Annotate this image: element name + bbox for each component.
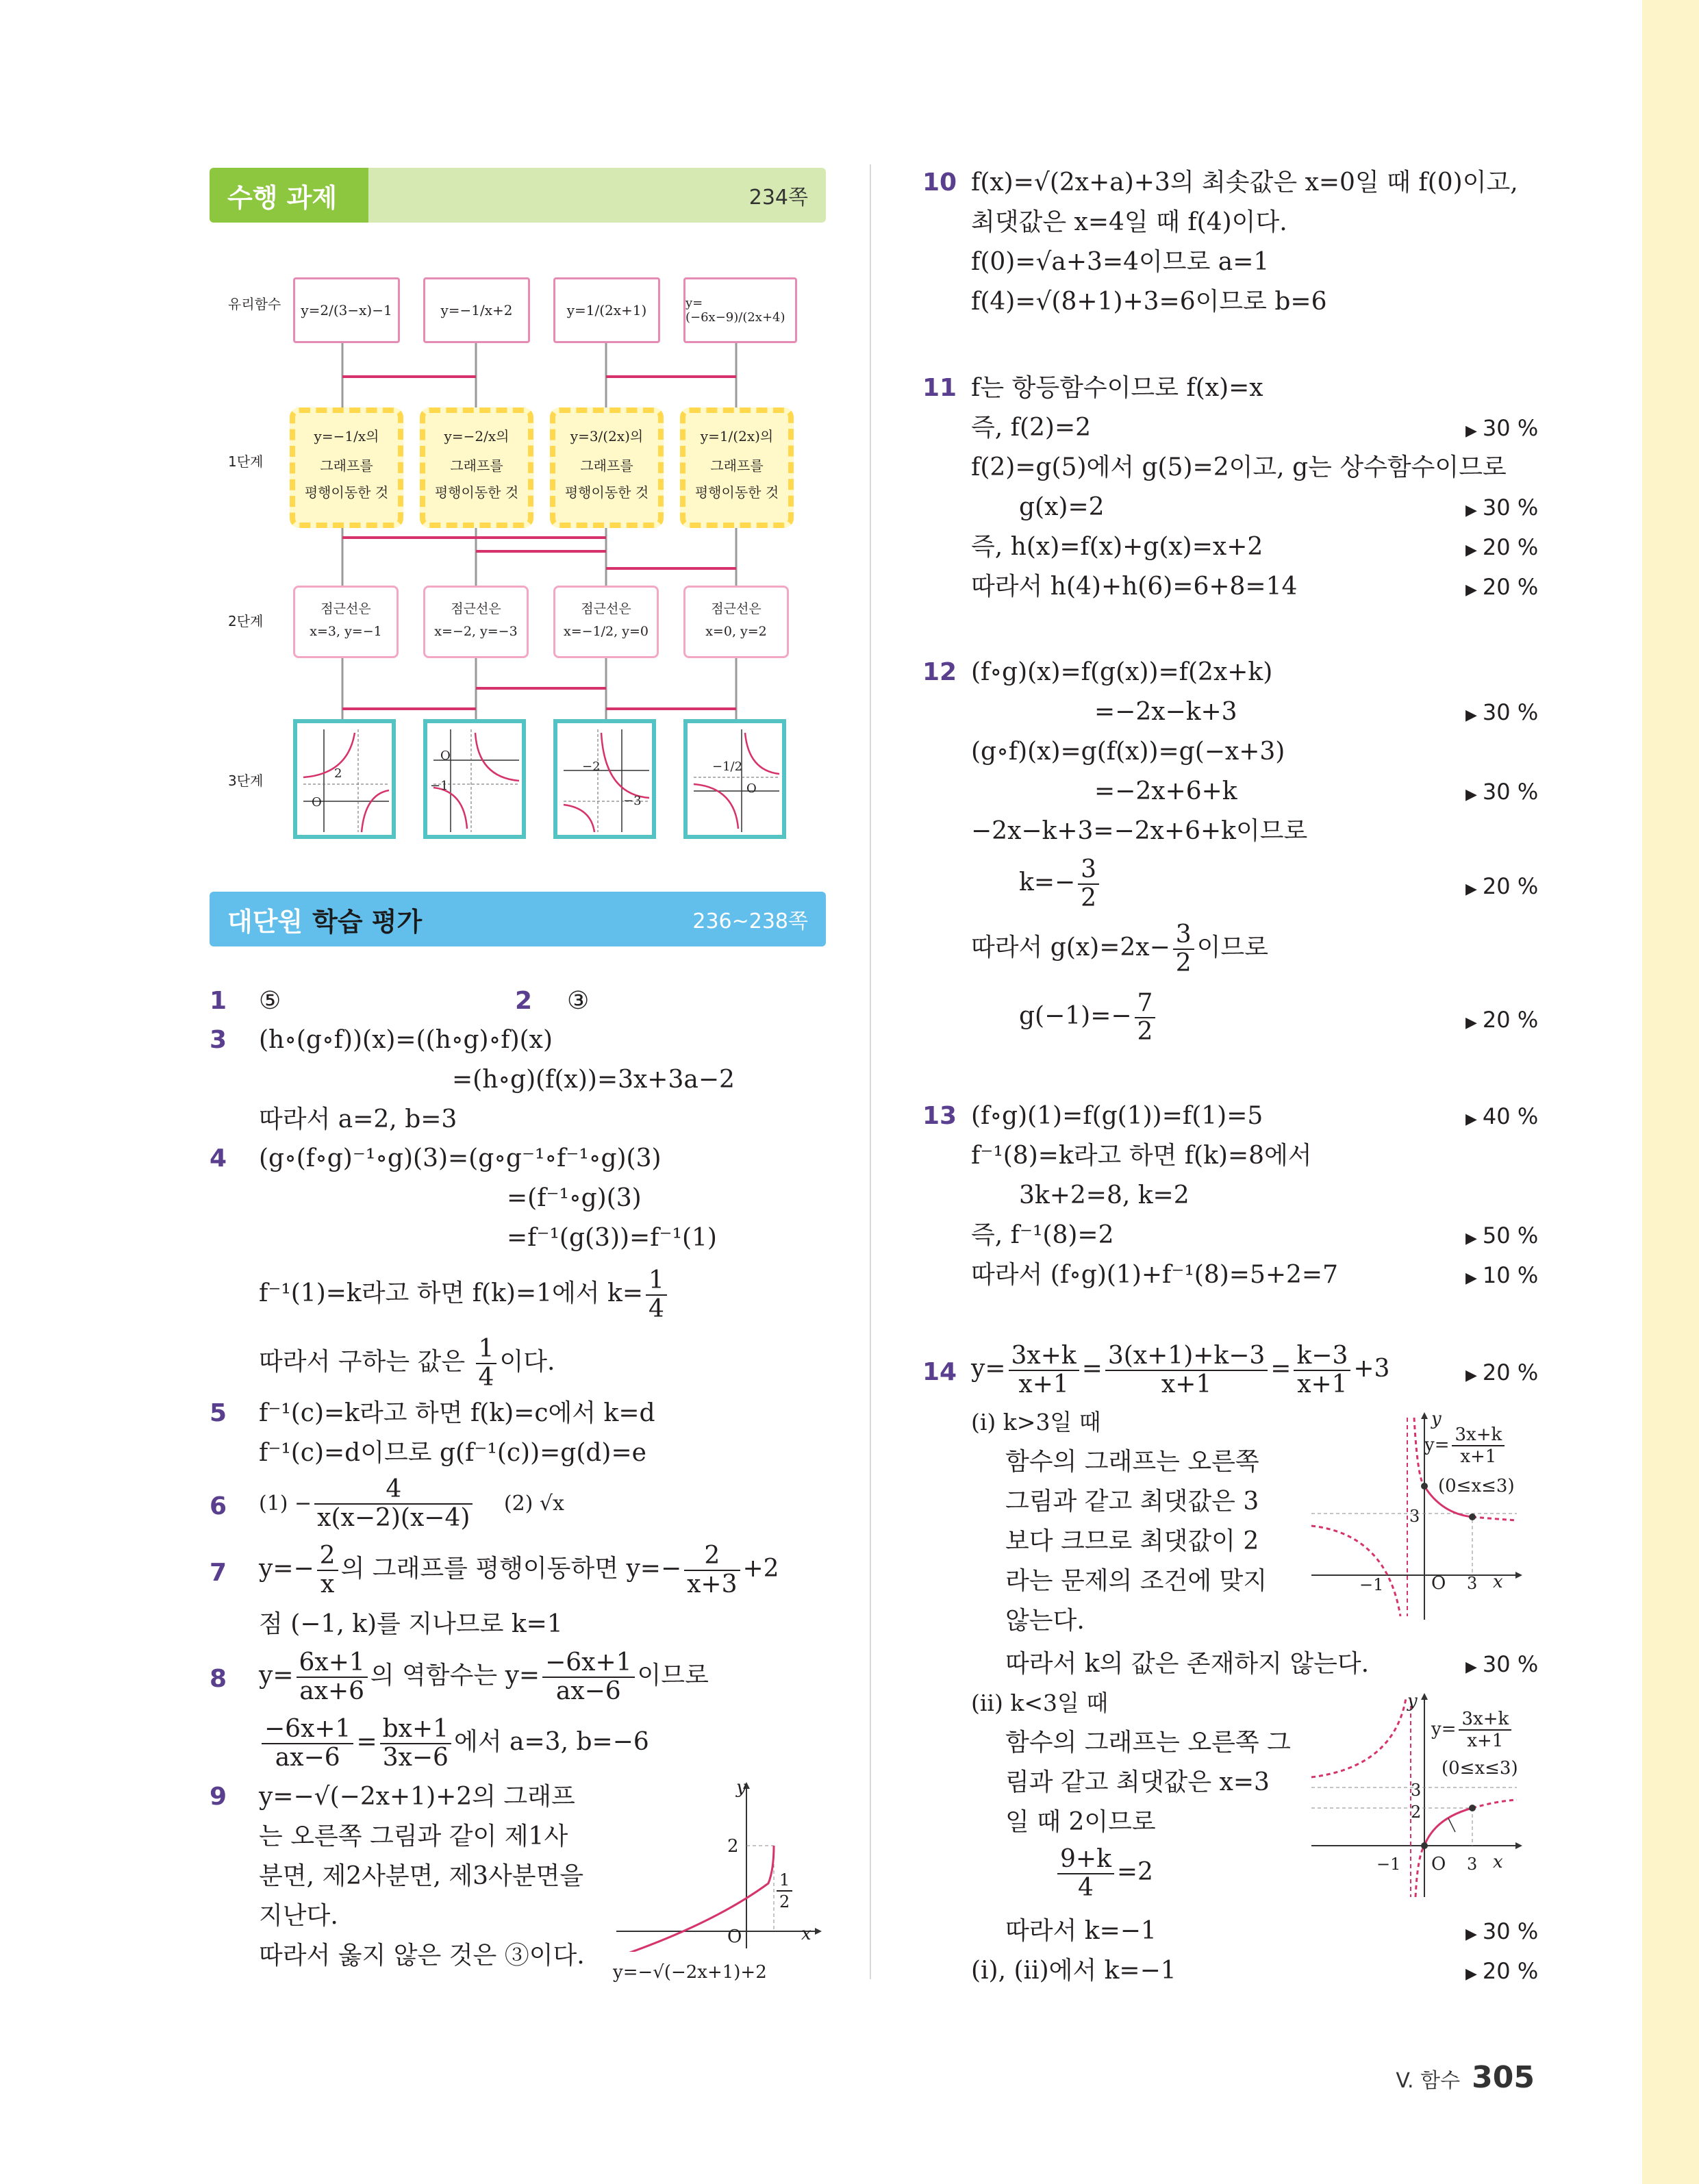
- stage1-formula: y=3/(2x)의: [570, 428, 644, 444]
- denominator: x+3: [687, 1570, 738, 1598]
- numerator: bx+1: [380, 1716, 451, 1744]
- q3-line: =(h∘g)(f(x))=3x+3a−2: [452, 1066, 735, 1094]
- row-label-rational: 유리함수: [228, 296, 281, 312]
- assessment-title-2: 학습 평가: [312, 906, 423, 937]
- stage1-text: 그래프를: [580, 457, 633, 474]
- graph-tick-x3: 3: [1467, 1855, 1478, 1874]
- q11-line: f는 항등함수이므로 f(x)=x: [971, 374, 1263, 402]
- function-card: [423, 277, 530, 343]
- score-value: 10 %: [1482, 1262, 1539, 1288]
- question-number: 2: [515, 987, 533, 1015]
- assessment-page: 236~238쪽: [692, 909, 808, 933]
- q12-text: k=−: [1019, 868, 1076, 896]
- graph-label: 2: [334, 766, 342, 781]
- function-formula: y=2/(3−x)−1: [301, 302, 392, 318]
- stage1-formula: y=−1/x의: [314, 428, 379, 444]
- fraction: [297, 1649, 368, 1705]
- graph-label: −2: [582, 760, 601, 774]
- graph-tick-2: 2: [1411, 1803, 1422, 1822]
- score-badge: [1465, 1649, 1538, 1683]
- numerator: 3(x+1)+k−3: [1105, 1342, 1268, 1371]
- q10-line: f(0)=√a+3=4이므로 a=1: [971, 248, 1270, 276]
- q4-line: [259, 1267, 670, 1323]
- score-value: 20 %: [1482, 1958, 1539, 1984]
- fraction: [314, 1476, 473, 1532]
- chapter-label: V. 함수: [1396, 2069, 1461, 2093]
- question-number: 9: [210, 1783, 227, 1811]
- graph-label: −3: [623, 794, 642, 808]
- fraction: [1078, 856, 1099, 912]
- fraction: [542, 1649, 634, 1705]
- q5-line: f⁻¹(c)=d이므로 g(f⁻¹(c))=g(d)=e: [259, 1439, 646, 1467]
- denominator: ax−6: [555, 1677, 621, 1705]
- answer-1: ⑤: [259, 987, 281, 1015]
- score-badge: [1465, 1357, 1538, 1391]
- q12-line: [1019, 990, 1158, 1046]
- graph-origin: O: [1431, 1573, 1446, 1594]
- score-value: 20 %: [1482, 1007, 1539, 1033]
- asymptote-values: x=0, y=2: [705, 624, 767, 639]
- score-value: 20 %: [1482, 1359, 1539, 1385]
- graph-caption: y=−√(−2x+1)+2: [613, 1962, 767, 1983]
- graph-cond: (0≤x≤3): [1438, 1476, 1515, 1496]
- q8-text: 이므로: [637, 1661, 709, 1690]
- score-badge: [1465, 1260, 1538, 1294]
- graph-label: −1/2: [712, 760, 743, 774]
- score-value: 30 %: [1482, 1918, 1539, 1944]
- graph-axis-x: x: [1493, 1572, 1503, 1592]
- graph-tick-3: 3: [1409, 1507, 1420, 1526]
- graph-axis-y: y: [1431, 1409, 1442, 1429]
- graph-label: O: [746, 781, 757, 796]
- fraction: [1135, 990, 1156, 1046]
- q14-text: =2: [1116, 1858, 1153, 1886]
- eq-text: y=: [1431, 1719, 1457, 1740]
- q4-line: [259, 1335, 555, 1392]
- q10-line: f(x)=√(2x+a)+3의 최솟값은 x=0일 때 f(0)이고,: [971, 168, 1518, 197]
- question-number: 6: [210, 1492, 227, 1520]
- function-formula: y=−1/x+2: [440, 302, 513, 318]
- numerator: 3x+k: [1009, 1342, 1079, 1371]
- eq-text: y=: [1424, 1435, 1450, 1455]
- row-label-stage2: 2단계: [228, 613, 264, 629]
- q14-line: 따라서 k=−1: [1005, 1917, 1157, 1945]
- function-card: [553, 277, 660, 343]
- denominator: 2: [1175, 949, 1192, 977]
- q5-line: f⁻¹(c)=k라고 하면 f(k)=c에서 k=d: [259, 1399, 655, 1427]
- q9-line: 따라서 옳지 않은 것은 ③이다.: [259, 1942, 585, 1970]
- triangle-icon: ▶: [1465, 502, 1477, 519]
- row-label-stage3: 3단계: [228, 773, 264, 789]
- q13-line: f⁻¹(8)=k라고 하면 f(k)=8에서: [971, 1142, 1312, 1170]
- stage2-card: [683, 586, 789, 658]
- graph-axis-x: x: [1493, 1852, 1503, 1872]
- q7-text: 의 그래프를 평행이동하면 y=−: [340, 1555, 682, 1583]
- denominator: 3x−6: [382, 1744, 449, 1772]
- triangle-icon: ▶: [1465, 581, 1477, 599]
- score-value: 30 %: [1482, 699, 1539, 725]
- denominator: 4: [1077, 1874, 1094, 1902]
- score-value: 40 %: [1482, 1103, 1539, 1129]
- side-strip: [1642, 0, 1699, 2184]
- q6-part2: (2) √x: [503, 1492, 564, 1516]
- q7-line: [259, 1542, 779, 1598]
- assessment-title-1: 대단원: [227, 906, 303, 937]
- q12-line: −2x−k+3=−2x+6+k이므로: [971, 817, 1308, 845]
- row-label-stage1: 1단계: [228, 453, 264, 470]
- graph-label: O: [312, 795, 322, 809]
- q9-line: 는 오른쪽 그림과 같이 제1사: [259, 1822, 568, 1850]
- fraction: [1057, 1846, 1114, 1902]
- stage1-text: 평행이동한 것: [694, 484, 779, 501]
- denominator: 4: [478, 1364, 494, 1392]
- q12-line: (f∘g)(x)=f(g(x))=f(2x+k): [971, 658, 1273, 686]
- graph-tick-m1: −1: [1359, 1575, 1384, 1594]
- numerator: 9+k: [1057, 1846, 1114, 1874]
- page-number: 305: [1472, 2060, 1535, 2095]
- q14-line: 함수의 그래프는 오른쪽: [1005, 1448, 1259, 1476]
- q8-line: [259, 1649, 709, 1705]
- numerator: −6x+1: [542, 1649, 634, 1678]
- fraction: [317, 1542, 338, 1598]
- triangle-icon: ▶: [1465, 1014, 1477, 1031]
- numerator: −6x+1: [262, 1716, 353, 1744]
- q11-line: g(x)=2: [1019, 493, 1105, 521]
- numerator: 3: [1173, 921, 1194, 950]
- denominator: x+1: [1467, 1731, 1504, 1751]
- task-header: [210, 168, 826, 223]
- q8-text: 의 역함수는 y=: [370, 1661, 540, 1690]
- denominator: x: [320, 1570, 335, 1598]
- q11-line: f(2)=g(5)에서 g(5)=2이고, g는 상수함수이므로: [971, 453, 1507, 481]
- q12-line: [971, 921, 1268, 977]
- q11-line: 즉, h(x)=f(x)+g(x)=x+2: [971, 533, 1263, 561]
- stage1-text: 그래프를: [320, 457, 373, 474]
- q12-text: g(−1)=−: [1019, 1002, 1132, 1030]
- q8-text: y=: [259, 1661, 294, 1690]
- stage1-card: [420, 407, 533, 528]
- q14-line: 라는 문제의 조건에 맞지: [1005, 1567, 1268, 1595]
- score-value: 20 %: [1482, 574, 1539, 600]
- triangle-icon: ▶: [1465, 1367, 1477, 1384]
- question-number: 14: [922, 1358, 957, 1386]
- q4-text: 따라서 구하는 값은: [259, 1348, 473, 1376]
- q8-text: 에서 a=3, b=−6: [454, 1728, 649, 1756]
- numerator: 2: [684, 1542, 740, 1571]
- triangle-icon: ▶: [1465, 1230, 1477, 1247]
- numerator: 1: [646, 1267, 667, 1296]
- q13-line: (f∘g)(1)=f(g(1))=f(1)=5: [971, 1102, 1263, 1130]
- stage1-card: [680, 407, 794, 528]
- graph-axis-x: x: [801, 1924, 811, 1944]
- q14-line: 일 때 2이므로: [1005, 1808, 1156, 1836]
- stage2-card: [293, 586, 399, 658]
- numerator: k−3: [1294, 1342, 1350, 1371]
- q12-text: 이므로: [1196, 933, 1268, 962]
- graph-tick-3: 3: [1411, 1781, 1422, 1800]
- score-badge: [1465, 697, 1538, 731]
- q12-line: [1019, 856, 1102, 912]
- graph-eq: [1424, 1424, 1507, 1467]
- graph-eq: [1431, 1709, 1514, 1751]
- q4-text: 이다.: [499, 1348, 555, 1376]
- score-badge: [1465, 1101, 1538, 1135]
- fraction: [646, 1267, 667, 1323]
- q7-line: 점 (−1, k)를 지나므로 k=1: [259, 1610, 563, 1638]
- fraction: [684, 1542, 740, 1598]
- q14-line: 림과 같고 최댓값은 x=3: [1005, 1768, 1270, 1796]
- graph-origin: O: [1431, 1854, 1446, 1874]
- task-page: 234쪽: [748, 186, 808, 210]
- asymptote-values: x=−2, y=−3: [434, 624, 518, 639]
- fraction: [777, 1870, 792, 1912]
- triangle-icon: ▶: [1465, 423, 1477, 440]
- denominator: x(x−2)(x−4): [317, 1504, 470, 1532]
- score-value: 20 %: [1482, 534, 1539, 560]
- score-value: 50 %: [1482, 1222, 1539, 1248]
- q14-line: 않는다.: [1005, 1607, 1085, 1635]
- q4-line: =(f⁻¹∘g)(3): [507, 1184, 642, 1212]
- stage1-card: [290, 407, 403, 528]
- q12-line: (g∘f)(x)=g(f(x))=g(−x+3): [971, 738, 1285, 766]
- q9-line: y=−√(−2x+1)+2의 그래프: [259, 1783, 575, 1811]
- page-footer: [1396, 2060, 1535, 2095]
- q11-line: 즉, f(2)=2: [971, 414, 1092, 442]
- denominator: ax+6: [299, 1677, 365, 1705]
- q6-part1: (1) −: [259, 1492, 312, 1516]
- q14-line: y= $\frac{3x+k}{x+1}$ = $\frac{3(x+1)+k-3}{x+1}$ = $\frac{k-3}{x+1}$ +3: [971, 1342, 1390, 1398]
- denominator: 2: [1081, 884, 1097, 912]
- denominator: 4: [649, 1295, 664, 1323]
- stage1-formula: y=1/(2x)의: [700, 428, 774, 444]
- stage2-card: [553, 586, 659, 658]
- stage1-text: 평행이동한 것: [434, 484, 519, 501]
- q14-line: 보다 크므로 최댓값이 2: [1005, 1527, 1259, 1555]
- fraction: [1459, 1709, 1511, 1751]
- numerator: 6x+1: [297, 1649, 368, 1678]
- numerator: 2: [317, 1542, 338, 1571]
- graph-tick-x3: 3: [1467, 1574, 1478, 1593]
- function-formula: y=1/(2x+1): [566, 302, 647, 318]
- score-badge: [1465, 871, 1538, 905]
- fraction: [1009, 1342, 1079, 1398]
- question-number: 4: [210, 1144, 227, 1172]
- q7-text: +2: [742, 1555, 779, 1583]
- asymptote-title: 점근선은: [711, 601, 762, 616]
- fraction: [1173, 921, 1194, 977]
- question-number: 3: [210, 1026, 227, 1054]
- graph-label: −1: [430, 779, 449, 793]
- fraction: [1294, 1342, 1350, 1398]
- function-card: [293, 277, 400, 343]
- numerator: 1: [777, 1870, 792, 1892]
- asymptote-title: 점근선은: [451, 601, 501, 616]
- fraction: [262, 1716, 353, 1772]
- q6-line: [259, 1476, 564, 1532]
- triangle-icon: ▶: [1465, 542, 1477, 559]
- score-value: 30 %: [1482, 779, 1539, 805]
- answer-2: ③: [567, 987, 590, 1015]
- q8-text: =: [356, 1728, 377, 1756]
- graph-tick-m1: −1: [1376, 1855, 1401, 1874]
- score-value: 30 %: [1482, 415, 1539, 441]
- triangle-icon: ▶: [1465, 1926, 1477, 1943]
- q13-line: 즉, f⁻¹(8)=2: [971, 1221, 1114, 1249]
- fraction: [1105, 1342, 1268, 1398]
- q12-line: =−2x−k+3: [1094, 698, 1237, 726]
- assessment-header: [210, 892, 826, 946]
- stage2-card: [423, 586, 529, 658]
- question-number: 10: [922, 168, 957, 197]
- graph-axis-y: y: [736, 1777, 746, 1798]
- score-badge: [1465, 532, 1538, 566]
- stage1-text: 그래프를: [710, 457, 764, 474]
- numerator: 4: [314, 1476, 473, 1505]
- denominator: x+1: [1161, 1370, 1212, 1398]
- q14-text: +3: [1353, 1355, 1390, 1383]
- q12-text: 따라서 g(x)=2x−: [971, 933, 1170, 962]
- graph-origin: O: [727, 1926, 742, 1947]
- function-card: [683, 277, 797, 343]
- triangle-icon: ▶: [1465, 1966, 1477, 1983]
- fraction: [380, 1716, 451, 1772]
- stage3-graph: [293, 719, 396, 839]
- q14-case-head: (ⅰ) k>3일 때: [971, 1409, 1101, 1435]
- q9-line: 분면, 제2사분면, 제3사분면을: [259, 1862, 584, 1890]
- question-number: 12: [922, 658, 957, 686]
- score-value: 30 %: [1482, 494, 1539, 520]
- q13-line: 3k+2=8, k=2: [1019, 1181, 1190, 1209]
- question-number: 8: [210, 1665, 227, 1693]
- stage1-text: 평행이동한 것: [564, 484, 649, 501]
- asymptote-values: x=−1/2, y=0: [564, 624, 649, 639]
- q14-line: 함수의 그래프는 오른쪽 그: [1005, 1729, 1291, 1757]
- triangle-icon: ▶: [1465, 881, 1477, 898]
- score-badge: [1465, 777, 1538, 810]
- numerator: 1: [476, 1335, 497, 1364]
- asymptote-values: x=3, y=−1: [310, 624, 382, 639]
- score-badge: [1465, 413, 1538, 447]
- denominator: x+1: [1297, 1370, 1348, 1398]
- q3-line: 따라서 a=2, b=3: [259, 1105, 457, 1133]
- q8-line: [259, 1716, 649, 1772]
- score-badge: [1465, 1005, 1538, 1038]
- score-badge: [1465, 492, 1538, 526]
- score-badge: [1465, 1220, 1538, 1254]
- q14-line: [1055, 1846, 1153, 1902]
- score-value: 20 %: [1482, 873, 1539, 899]
- fraction: [1452, 1424, 1505, 1467]
- q10-line: 최댓값은 x=4일 때 f(4)이다.: [971, 208, 1287, 236]
- q13-line: 따라서 (f∘g)(1)+f⁻¹(8)=5+2=7: [971, 1261, 1338, 1289]
- triangle-icon: ▶: [1465, 786, 1477, 803]
- question-number: 7: [210, 1559, 227, 1587]
- q14-line: 그림과 같고 최댓값은 3: [1005, 1488, 1259, 1516]
- stage1-text: 그래프를: [450, 457, 503, 474]
- triangle-icon: ▶: [1465, 707, 1477, 724]
- q3-line: (h∘(g∘f))(x)=((h∘g)∘f)(x): [259, 1026, 553, 1054]
- asymptote-title: 점근선은: [581, 601, 631, 616]
- graph-cond: (0≤x≤3): [1442, 1758, 1518, 1779]
- stage1-formula: y=−2/x의: [444, 428, 509, 444]
- q12-line: =−2x+6+k: [1094, 777, 1237, 805]
- q14-text: y=: [971, 1355, 1006, 1383]
- asymptote-title: 점근선은: [320, 601, 371, 616]
- stage1-card: [550, 407, 664, 528]
- graph-axis-y: y: [1407, 1691, 1418, 1711]
- q14-line: 따라서 k의 값은 존재하지 않는다.: [1005, 1650, 1370, 1678]
- numerator: 3x+k: [1459, 1709, 1511, 1731]
- q4-line: =f⁻¹(g(3))=f⁻¹(1): [507, 1224, 717, 1252]
- stage1-text: 평행이동한 것: [304, 484, 389, 501]
- q9-line: 지난다.: [259, 1902, 338, 1930]
- q14-line: (ⅰ), (ⅱ)에서 k=−1: [971, 1957, 1176, 1985]
- score-value: 30 %: [1482, 1651, 1539, 1677]
- fraction: [476, 1335, 497, 1392]
- stage3-graph: [553, 719, 656, 839]
- graph-half: [774, 1870, 795, 1912]
- denominator: ax−6: [275, 1744, 340, 1772]
- graph-label: O: [440, 749, 451, 763]
- score-badge: [1465, 572, 1538, 605]
- question-number: 11: [922, 374, 957, 402]
- triangle-icon: ▶: [1465, 1270, 1477, 1287]
- function-formula: y=(−6x−9)/(2x+4): [685, 296, 785, 325]
- denominator: 2: [779, 1892, 790, 1911]
- numerator: 7: [1135, 990, 1156, 1018]
- q4-text: f⁻¹(1)=k라고 하면 f(k)=1에서 k=: [259, 1279, 643, 1307]
- triangle-icon: ▶: [1465, 1111, 1477, 1128]
- q10-line: f(4)=√(8+1)+3=6이므로 b=6: [971, 288, 1327, 316]
- denominator: x+1: [1460, 1446, 1497, 1467]
- question-number: 1: [210, 987, 227, 1015]
- score-badge: [1465, 1916, 1538, 1950]
- task-title: 수행 과제: [210, 168, 368, 223]
- numerator: 3: [1078, 856, 1099, 885]
- q4-line: (g∘(f∘g)⁻¹∘g)(3)=(g∘g⁻¹∘f⁻¹∘g)(3): [259, 1144, 662, 1172]
- denominator: 2: [1137, 1018, 1153, 1046]
- graph-tick-2: 2: [727, 1836, 739, 1857]
- question-number: 5: [210, 1399, 227, 1427]
- q14-case-head: (ⅱ) k<3일 때: [971, 1690, 1109, 1716]
- triangle-icon: ▶: [1465, 1659, 1477, 1676]
- q11-line: 따라서 h(4)+h(6)=6+8=14: [971, 573, 1298, 601]
- q7-text: y=−: [259, 1555, 314, 1583]
- q9-graph: [609, 1781, 829, 1952]
- question-number: 13: [922, 1102, 957, 1130]
- numerator: 3x+k: [1452, 1424, 1505, 1446]
- column-divider: [870, 164, 871, 1979]
- score-badge: [1465, 1956, 1538, 1990]
- denominator: x+1: [1018, 1370, 1069, 1398]
